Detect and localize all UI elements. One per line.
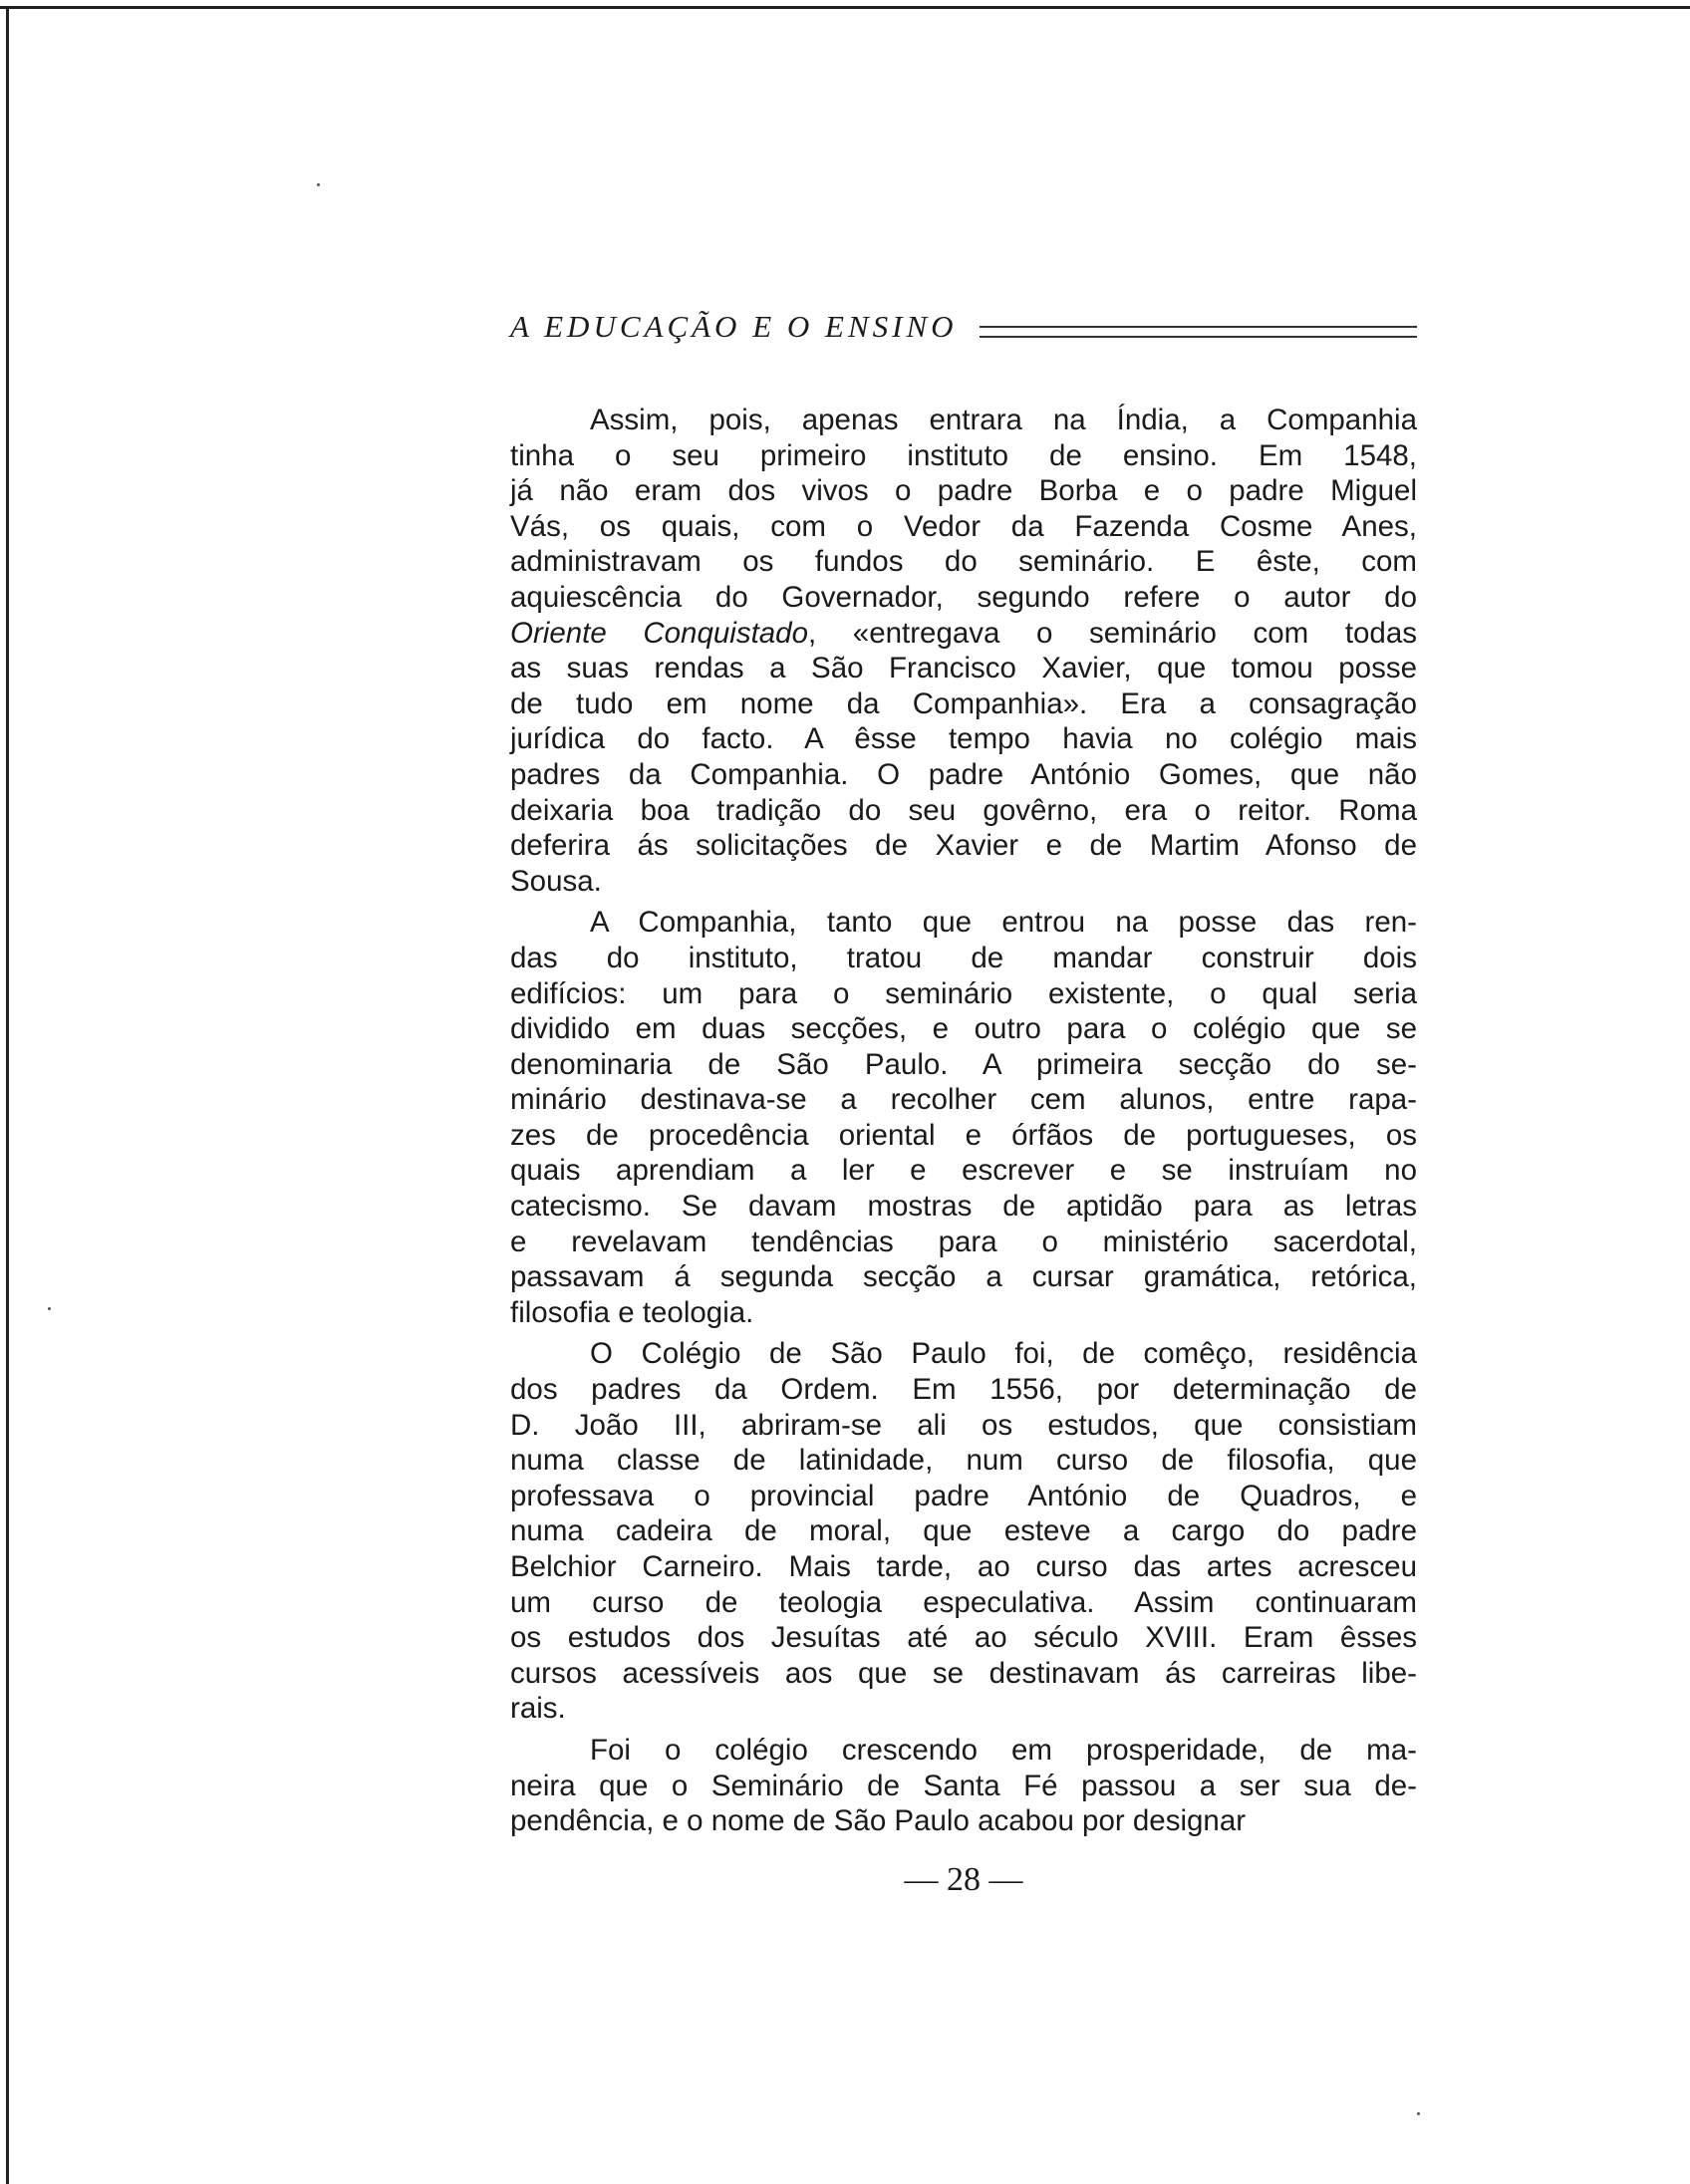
- text-line: tinha o seu primeiro instituto de ensino. Em 1548,: [510, 438, 1417, 472]
- text-line: minário destinava-se a recolher cem alunos, entre rapa-: [510, 1083, 1417, 1117]
- text-line: passavam á segunda secção a cursar gramática, retórica,: [510, 1260, 1417, 1294]
- text-line: professava o provincial padre António de Quadros, e: [510, 1479, 1417, 1512]
- text-line: Vás, os quais, com o Vedor da Fazenda Cosme Anes,: [510, 509, 1417, 543]
- text-line: rais.: [510, 1692, 566, 1726]
- text-line: cursos acessíveis aos que se destinavam ás carreiras libe-: [510, 1656, 1417, 1690]
- running-header: [510, 299, 1417, 355]
- text-line: dividido em duas secções, e outro para o colégio que se: [510, 1012, 1417, 1046]
- scan-edge-top: [0, 6, 1690, 9]
- text-line: Oriente Conquistado, «entregava o seminário com todas: [510, 616, 1417, 650]
- text-line: administravam os fundos do seminário. E êste, com: [510, 545, 1417, 579]
- page-number: — 28 —: [904, 1861, 1023, 1898]
- scan-edge-left: [6, 6, 9, 2184]
- text-line: os estudos dos Jesuítas até ao século XVIII. Eram êsses: [510, 1621, 1417, 1655]
- text-line: neira que o Seminário de Santa Fé passou a ser sua de-: [510, 1769, 1417, 1802]
- text-line: um curso de teologia especulativa. Assim continuaram: [510, 1585, 1417, 1619]
- text-line: numa cadeira de moral, que esteve a cargo do padre: [510, 1514, 1417, 1548]
- scan-speck: [48, 1307, 51, 1310]
- text-line: catecismo. Se davam mostras de aptidão para as letras: [510, 1190, 1417, 1224]
- text-line: deixaria boa tradição do seu govêrno, era o reitor. Roma: [510, 793, 1417, 827]
- text-line: já não eram dos vivos o padre Borba e o padre Miguel: [510, 474, 1417, 508]
- text-line: dos padres da Ordem. Em 1556, por determinação de: [510, 1373, 1417, 1407]
- text-line: padres da Companhia. O padre António Gomes, que não: [510, 757, 1417, 791]
- header-rule: [980, 326, 1417, 338]
- text-line: e revelavam tendências para o ministério sacerdotal,: [510, 1225, 1417, 1258]
- body-text: [510, 403, 1417, 1839]
- text-line: Foi o colégio crescendo em prosperidade, de ma-: [590, 1733, 1417, 1767]
- text-line: aquiescência do Governador, segundo refere o autor do: [510, 580, 1417, 614]
- book-title: Oriente Conquistado: [510, 616, 808, 650]
- text-line: D. João III, abriram-se ali os estudos, que consistiam: [510, 1408, 1417, 1442]
- text-line: deferira ás solicitações de Xavier e de Martim Afonso de: [510, 829, 1417, 863]
- text-line: edifícios: um para o seminário existente, o qual seria: [510, 976, 1417, 1010]
- text-line: quais aprendiam a ler e escrever e se instruíam no: [510, 1154, 1417, 1188]
- text-line: jurídica do facto. A êsse tempo havia no colégio mais: [510, 722, 1417, 756]
- text-line: Assim, pois, apenas entrara na Índia, a Companhia: [590, 404, 1417, 436]
- text-line: filosofia e teologia.: [510, 1295, 754, 1329]
- text-line: Sousa.: [510, 864, 602, 898]
- book-page: [510, 299, 1417, 1898]
- text-line: de tudo em nome da Companhia». Era a consagração: [510, 686, 1417, 720]
- text-line: pendência, e o nome de São Paulo acabou por designar: [510, 1804, 1247, 1838]
- scan-speck: [317, 183, 320, 186]
- text-line: zes de procedência oriental e órfãos de portugueses, os: [510, 1118, 1417, 1152]
- text-line: O Colégio de São Paulo foi, de comêço, residência: [590, 1337, 1417, 1371]
- text-line: A Companhia, tanto que entrou na posse das ren-: [590, 906, 1417, 940]
- text-line: denominaria de São Paulo. A primeira secção do se-: [510, 1047, 1417, 1081]
- text-line: numa classe de latinidade, num curso de filosofia, que: [510, 1444, 1417, 1478]
- text-line: das do instituto, tratou de mandar construir dois: [510, 941, 1417, 974]
- text-line: as suas rendas a São Francisco Xavier, que tomou posse: [510, 652, 1417, 685]
- scan-speck: [1417, 2112, 1420, 2115]
- text-line: Belchior Carneiro. Mais tarde, ao curso das artes acresceu: [510, 1550, 1417, 1583]
- running-header-title: A EDUCAÇÃO E O ENSINO: [510, 309, 958, 344]
